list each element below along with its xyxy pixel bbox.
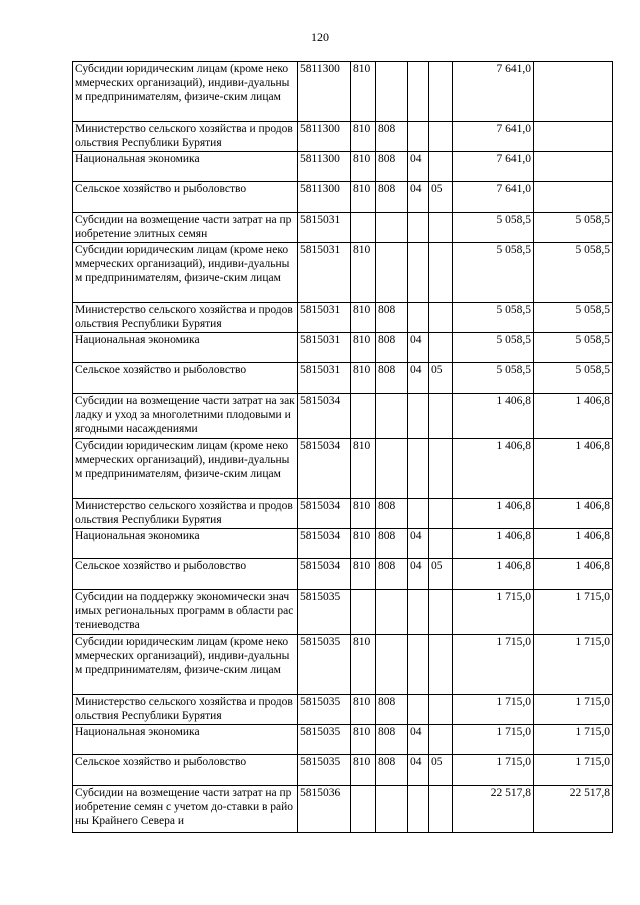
row-target-code: 5815031: [298, 303, 351, 333]
row-ministry-code: 808: [376, 182, 408, 213]
row-name: Субсидии на поддержку экономически значимых региональных программ в области растениеводства: [73, 590, 298, 635]
table-row: [73, 529, 613, 559]
row-ministry-code: 808: [376, 303, 408, 333]
row-name: Национальная экономика: [73, 529, 298, 559]
row-sum-2: 1 715,0: [534, 590, 613, 635]
row-sum-1: 22 517,8: [453, 786, 534, 833]
row-ministry-code: [376, 786, 408, 833]
row-sum-2: 22 517,8: [534, 786, 613, 833]
row-sum-1: 1 715,0: [453, 725, 534, 755]
row-target-code: 5811300: [298, 182, 351, 213]
row-sum-2: 1 406,8: [534, 499, 613, 529]
row-ministry-code: [376, 635, 408, 695]
row-expense-type: 810: [351, 529, 376, 559]
row-ministry-code: 808: [376, 152, 408, 182]
row-target-code: 5815036: [298, 786, 351, 833]
row-ministry-code: 808: [376, 559, 408, 590]
row-expense-type: 810: [351, 182, 376, 213]
row-expense-type: 810: [351, 725, 376, 755]
row-sum-2: 5 058,5: [534, 363, 613, 394]
row-expense-type: 810: [351, 559, 376, 590]
row-subsection: 05: [429, 182, 453, 213]
row-section: [408, 635, 429, 695]
row-subsection: [429, 725, 453, 755]
row-expense-type: 810: [351, 152, 376, 182]
row-subsection: [429, 333, 453, 363]
row-section: 04: [408, 529, 429, 559]
row-section: 04: [408, 152, 429, 182]
row-target-code: 5815035: [298, 695, 351, 725]
row-subsection: 05: [429, 755, 453, 786]
row-sum-2: [534, 62, 613, 122]
table-row: [73, 152, 613, 182]
row-ministry-code: [376, 243, 408, 303]
table-row: [73, 635, 613, 695]
row-section: [408, 439, 429, 499]
row-target-code: 5815035: [298, 635, 351, 695]
row-sum-1: 1 406,8: [453, 439, 534, 499]
table-row: [73, 590, 613, 635]
row-expense-type: 810: [351, 303, 376, 333]
table-row: [73, 363, 613, 394]
table-row: [73, 559, 613, 590]
row-target-code: 5815035: [298, 755, 351, 786]
row-name: Субсидии юридическим лицам (кроме некоммерческих организаций), индиви-дуальным предпринимателям, физиче-ским лицам: [73, 635, 298, 695]
row-sum-2: [534, 182, 613, 213]
row-sum-1: 1 406,8: [453, 529, 534, 559]
row-target-code: 5815034: [298, 439, 351, 499]
budget-table: [72, 61, 613, 833]
row-name: Субсидии юридическим лицам (кроме некоммерческих организаций), индиви-дуальным предпринимателям, физиче-ским лицам: [73, 439, 298, 499]
row-sum-1: 1 406,8: [453, 499, 534, 529]
row-sum-2: 5 058,5: [534, 303, 613, 333]
row-name: Субсидии юридическим лицам (кроме некоммерческих организаций), индиви-дуальным предпринимателям, физиче-ским лицам: [73, 62, 298, 122]
row-ministry-code: [376, 590, 408, 635]
row-section: [408, 122, 429, 152]
row-section: [408, 786, 429, 833]
row-subsection: 05: [429, 559, 453, 590]
row-subsection: [429, 303, 453, 333]
row-target-code: 5815031: [298, 363, 351, 394]
row-target-code: 5815035: [298, 590, 351, 635]
row-sum-1: 5 058,5: [453, 363, 534, 394]
row-sum-1: 5 058,5: [453, 243, 534, 303]
row-expense-type: 810: [351, 122, 376, 152]
row-section: [408, 590, 429, 635]
row-name: Субсидии на возмещение части затрат на приобретение элитных семян: [73, 213, 298, 243]
row-target-code: 5815034: [298, 559, 351, 590]
row-name: Сельское хозяйство и рыболовство: [73, 755, 298, 786]
row-sum-1: 7 641,0: [453, 182, 534, 213]
row-sum-1: 1 715,0: [453, 755, 534, 786]
row-subsection: [429, 786, 453, 833]
row-name: Национальная экономика: [73, 152, 298, 182]
row-section: [408, 62, 429, 122]
row-subsection: [429, 213, 453, 243]
row-subsection: [429, 529, 453, 559]
row-section: [408, 394, 429, 439]
page-number: 120: [311, 30, 329, 44]
row-expense-type: [351, 213, 376, 243]
row-target-code: 5811300: [298, 122, 351, 152]
row-name: Национальная экономика: [73, 333, 298, 363]
row-sum-2: 5 058,5: [534, 333, 613, 363]
row-name: Сельское хозяйство и рыболовство: [73, 559, 298, 590]
row-ministry-code: 808: [376, 529, 408, 559]
row-subsection: [429, 122, 453, 152]
row-section: 04: [408, 559, 429, 590]
row-expense-type: [351, 786, 376, 833]
row-subsection: [429, 152, 453, 182]
row-ministry-code: [376, 62, 408, 122]
row-expense-type: 810: [351, 635, 376, 695]
row-target-code: 5815031: [298, 243, 351, 303]
row-ministry-code: 808: [376, 755, 408, 786]
row-sum-1: 5 058,5: [453, 303, 534, 333]
row-name: Субсидии юридическим лицам (кроме некоммерческих организаций), индиви-дуальным предпринимателям, физиче-ским лицам: [73, 243, 298, 303]
row-section: 04: [408, 755, 429, 786]
table-row: [73, 439, 613, 499]
table-row: [73, 303, 613, 333]
row-name: Сельское хозяйство и рыболовство: [73, 363, 298, 394]
row-ministry-code: 808: [376, 725, 408, 755]
row-name: Министерство сельского хозяйства и продовольствия Республики Бурятия: [73, 122, 298, 152]
row-sum-1: 1 406,8: [453, 559, 534, 590]
row-target-code: 5811300: [298, 62, 351, 122]
row-sum-2: 1 406,8: [534, 529, 613, 559]
table-row: [73, 695, 613, 725]
row-ministry-code: [376, 213, 408, 243]
row-sum-1: 1 715,0: [453, 695, 534, 725]
row-ministry-code: 808: [376, 122, 408, 152]
row-sum-1: 1 406,8: [453, 394, 534, 439]
table-row: [73, 243, 613, 303]
row-name: Субсидии на возмещение части затрат на закладку и уход за многолетними плодовыми и ягодными насаждениями: [73, 394, 298, 439]
row-expense-type: 810: [351, 755, 376, 786]
row-expense-type: 810: [351, 439, 376, 499]
row-sum-2: 5 058,5: [534, 213, 613, 243]
row-section: 04: [408, 333, 429, 363]
row-sum-2: 1 715,0: [534, 635, 613, 695]
row-name: Сельское хозяйство и рыболовство: [73, 182, 298, 213]
row-expense-type: [351, 394, 376, 439]
table-row: [73, 62, 613, 122]
row-expense-type: 810: [351, 333, 376, 363]
table-row: [73, 725, 613, 755]
row-sum-1: 7 641,0: [453, 152, 534, 182]
row-target-code: 5815031: [298, 333, 351, 363]
row-sum-2: [534, 152, 613, 182]
row-sum-2: 5 058,5: [534, 243, 613, 303]
row-sum-2: 1 715,0: [534, 755, 613, 786]
row-subsection: [429, 394, 453, 439]
row-name: Национальная экономика: [73, 725, 298, 755]
row-target-code: 5815031: [298, 213, 351, 243]
row-sum-1: 7 641,0: [453, 122, 534, 152]
row-target-code: 5815034: [298, 499, 351, 529]
table-row: [73, 786, 613, 833]
row-ministry-code: [376, 394, 408, 439]
row-name: Министерство сельского хозяйства и продовольствия Республики Бурятия: [73, 303, 298, 333]
row-target-code: 5815034: [298, 529, 351, 559]
row-subsection: 05: [429, 363, 453, 394]
table-row: [73, 755, 613, 786]
row-sum-2: 1 406,8: [534, 394, 613, 439]
row-expense-type: 810: [351, 243, 376, 303]
row-ministry-code: 808: [376, 363, 408, 394]
row-ministry-code: [376, 439, 408, 499]
row-section: [408, 213, 429, 243]
row-sum-1: 7 641,0: [453, 62, 534, 122]
row-section: 04: [408, 725, 429, 755]
row-ministry-code: 808: [376, 499, 408, 529]
table-row: [73, 333, 613, 363]
row-section: [408, 695, 429, 725]
row-name: Министерство сельского хозяйства и продовольствия Республики Бурятия: [73, 695, 298, 725]
row-section: 04: [408, 363, 429, 394]
row-subsection: [429, 62, 453, 122]
table-row: [73, 499, 613, 529]
row-subsection: [429, 635, 453, 695]
row-target-code: 5815034: [298, 394, 351, 439]
row-sum-2: 1 406,8: [534, 559, 613, 590]
row-ministry-code: 808: [376, 695, 408, 725]
row-target-code: 5815035: [298, 725, 351, 755]
table-row: [73, 394, 613, 439]
row-expense-type: 810: [351, 62, 376, 122]
row-sum-2: 1 715,0: [534, 725, 613, 755]
row-expense-type: 810: [351, 363, 376, 394]
row-section: 04: [408, 182, 429, 213]
row-name: Министерство сельского хозяйства и продовольствия Республики Бурятия: [73, 499, 298, 529]
table-row: [73, 213, 613, 243]
row-sum-1: 1 715,0: [453, 635, 534, 695]
row-subsection: [429, 499, 453, 529]
row-subsection: [429, 439, 453, 499]
row-subsection: [429, 695, 453, 725]
row-sum-2: 1 406,8: [534, 439, 613, 499]
row-sum-2: 1 715,0: [534, 695, 613, 725]
row-target-code: 5811300: [298, 152, 351, 182]
row-sum-2: [534, 122, 613, 152]
row-sum-1: 5 058,5: [453, 213, 534, 243]
row-expense-type: 810: [351, 695, 376, 725]
table-row: [73, 182, 613, 213]
row-section: [408, 499, 429, 529]
row-section: [408, 243, 429, 303]
row-sum-1: 5 058,5: [453, 333, 534, 363]
row-ministry-code: 808: [376, 333, 408, 363]
row-subsection: [429, 243, 453, 303]
row-section: [408, 303, 429, 333]
row-sum-1: 1 715,0: [453, 590, 534, 635]
row-expense-type: [351, 590, 376, 635]
row-subsection: [429, 590, 453, 635]
row-expense-type: 810: [351, 499, 376, 529]
row-name: Субсидии на возмещение части затрат на приобретение семян с учетом до-ставки в районы Крайнего Севера и: [73, 786, 298, 833]
table-row: [73, 122, 613, 152]
